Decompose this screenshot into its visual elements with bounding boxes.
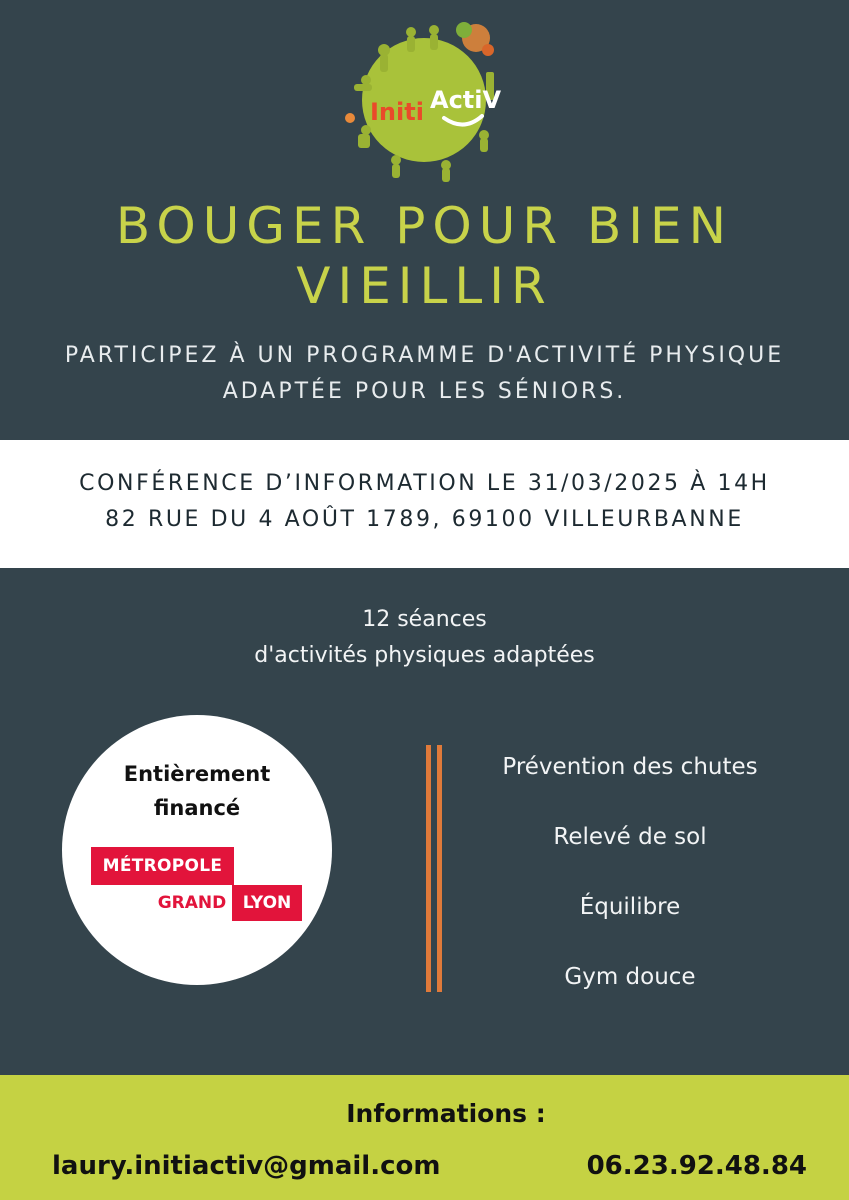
sessions-info — [0, 602, 849, 674]
contact-phone[interactable]: 06.23.92.48.84 — [586, 1151, 807, 1181]
funding-line-2: financé — [153, 796, 241, 820]
metropole-logo-lyon: LYON — [232, 885, 302, 921]
sessions-description: d'activités physiques adaptées — [254, 643, 595, 668]
footer-title: Informations : — [346, 1099, 546, 1128]
logo-text-initi: Initi — [370, 98, 424, 126]
contact-email[interactable]: laury.initiactiv@gmail.com — [52, 1151, 441, 1181]
conference-address: 82 RUE DU 4 AOÛT 1789, 69100 VILLEURBANNE — [105, 507, 744, 532]
funding-line-1: Entièrement — [123, 762, 271, 786]
metropole-logo-metropole: MÉTROPOLE — [91, 847, 234, 885]
activity-item: Prévention des chutes — [502, 754, 758, 780]
footer — [0, 1075, 849, 1200]
subtitle-line-1: PARTICIPEZ À UN PROGRAMME D'ACTIVITÉ PHYSIQUE — [64, 343, 785, 368]
metropole-logo-grand: GRAND — [150, 885, 234, 921]
activity-item: Relevé de sol — [553, 824, 707, 850]
conference-band — [0, 440, 849, 568]
divider-bar-right — [437, 745, 442, 992]
divider-bar-left — [426, 745, 431, 992]
title-line-1: BOUGER POUR BIEN — [115, 197, 734, 255]
activity-item: Gym douce — [564, 964, 696, 990]
funding-text — [62, 757, 332, 825]
subtitle-line-2: ADAPTÉE POUR LES SÉNIORS. — [222, 379, 627, 404]
title-line-2: VIEILLIR — [296, 257, 553, 315]
page-title — [0, 196, 849, 316]
activity-item: Équilibre — [579, 894, 681, 920]
sessions-count: 12 séances — [362, 607, 487, 632]
conference-date: CONFÉRENCE D’INFORMATION LE 31/03/2025 À 14H — [79, 471, 770, 496]
logo-text-activ: ActiV — [430, 86, 502, 114]
subtitle — [0, 338, 849, 410]
initiactiv-logo-icon — [336, 10, 512, 186]
